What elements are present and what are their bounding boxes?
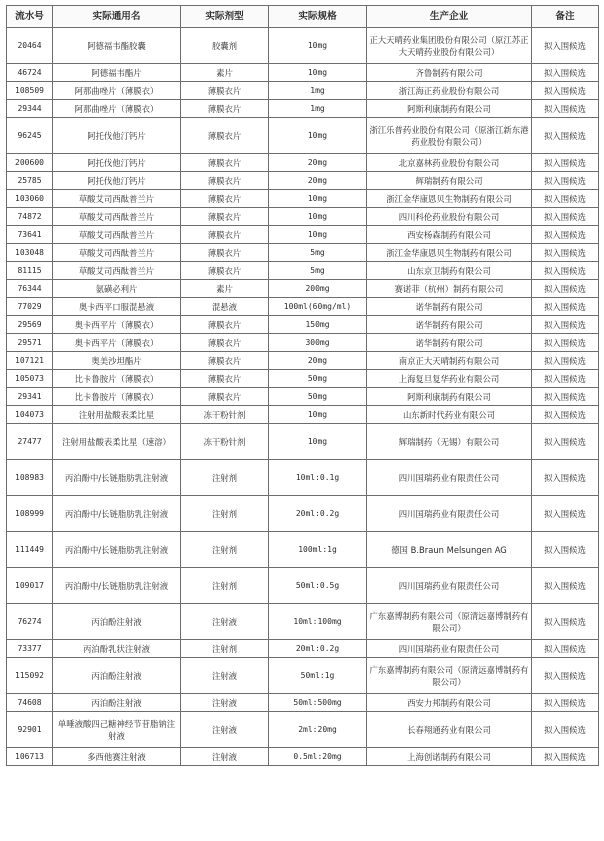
manufacturer-cell: 诺华制药有限公司 — [367, 298, 532, 316]
manufacturer-cell: 诺华制药有限公司 — [367, 316, 532, 334]
manufacturer-cell: 广东嘉博制药有限公司（原清远嘉博制药有限公司） — [367, 658, 532, 694]
manufacturer-cell: 浙江海正药业股份有限公司 — [367, 82, 532, 100]
serial-number-cell: 29571 — [7, 334, 53, 352]
generic-name-cell: 氨磺必利片 — [53, 280, 181, 298]
specification-cell: 2ml:20mg — [269, 712, 367, 748]
dosage-form-cell: 薄膜衣片 — [181, 154, 269, 172]
generic-name-cell: 多西他赛注射液 — [53, 748, 181, 766]
manufacturer-cell: 四川国瑞药业有限责任公司 — [367, 460, 532, 496]
header-manufacturer: 生产企业 — [367, 6, 532, 28]
serial-number-cell: 27477 — [7, 424, 53, 460]
table-row — [7, 694, 599, 712]
specification-cell: 50mg — [269, 388, 367, 406]
generic-name-cell: 阿德福韦酯胶囊 — [53, 28, 181, 64]
generic-name-cell: 阿托伐他汀钙片 — [53, 154, 181, 172]
dosage-form-cell: 注射液 — [181, 712, 269, 748]
remark-cell: 拟入围候选 — [532, 352, 599, 370]
dosage-form-cell: 注射液 — [181, 748, 269, 766]
specification-cell: 100ml(60mg/ml) — [269, 298, 367, 316]
dosage-form-cell: 薄膜衣片 — [181, 82, 269, 100]
remark-cell: 拟入围候选 — [532, 496, 599, 532]
serial-number-cell: 103048 — [7, 244, 53, 262]
table-row — [7, 226, 599, 244]
remark-cell: 拟入围候选 — [532, 28, 599, 64]
table-row — [7, 316, 599, 334]
dosage-form-cell: 薄膜衣片 — [181, 334, 269, 352]
table-row — [7, 154, 599, 172]
remark-cell: 拟入围候选 — [532, 658, 599, 694]
manufacturer-cell: 四川科伦药业股份有限公司 — [367, 208, 532, 226]
manufacturer-cell: 南京正大天晴制药有限公司 — [367, 352, 532, 370]
header-generic-name: 实际通用名 — [53, 6, 181, 28]
manufacturer-cell: 上海创诺制药有限公司 — [367, 748, 532, 766]
table-row — [7, 190, 599, 208]
serial-number-cell: 25785 — [7, 172, 53, 190]
serial-number-cell: 108509 — [7, 82, 53, 100]
manufacturer-cell: 广东嘉博制药有限公司（原清远嘉博制药有限公司） — [367, 604, 532, 640]
serial-number-cell: 77029 — [7, 298, 53, 316]
specification-cell: 1mg — [269, 82, 367, 100]
specification-cell: 20mg — [269, 352, 367, 370]
serial-number-cell: 108983 — [7, 460, 53, 496]
table-row — [7, 64, 599, 82]
generic-name-cell: 阿德福韦酯片 — [53, 64, 181, 82]
specification-cell: 200mg — [269, 280, 367, 298]
specification-cell: 10mg — [269, 406, 367, 424]
generic-name-cell: 阿那曲唑片（薄膜衣） — [53, 100, 181, 118]
remark-cell: 拟入围候选 — [532, 694, 599, 712]
table-row — [7, 244, 599, 262]
specification-cell: 20mg — [269, 172, 367, 190]
drug-list-table — [6, 5, 599, 766]
manufacturer-cell: 诺华制药有限公司 — [367, 334, 532, 352]
serial-number-cell: 74872 — [7, 208, 53, 226]
generic-name-cell: 单唾液酸四己糖神经节苷脂钠注射液 — [53, 712, 181, 748]
remark-cell: 拟入围候选 — [532, 640, 599, 658]
generic-name-cell: 丙泊酚注射液 — [53, 658, 181, 694]
manufacturer-cell: 辉瑞制药（无锡）有限公司 — [367, 424, 532, 460]
serial-number-cell: 96245 — [7, 118, 53, 154]
table-row — [7, 298, 599, 316]
specification-cell: 0.5ml:20mg — [269, 748, 367, 766]
table-row — [7, 28, 599, 64]
dosage-form-cell: 素片 — [181, 64, 269, 82]
serial-number-cell: 29341 — [7, 388, 53, 406]
remark-cell: 拟入围候选 — [532, 154, 599, 172]
remark-cell: 拟入围候选 — [532, 406, 599, 424]
specification-cell: 20ml:0.2g — [269, 640, 367, 658]
specification-cell: 10mg — [269, 208, 367, 226]
generic-name-cell: 丙泊酚注射液 — [53, 604, 181, 640]
table-body — [7, 28, 599, 766]
dosage-form-cell: 薄膜衣片 — [181, 244, 269, 262]
table-row — [7, 118, 599, 154]
table-row — [7, 406, 599, 424]
manufacturer-cell: 德国 B.Braun Melsungen AG — [367, 532, 532, 568]
table-row — [7, 334, 599, 352]
table-row — [7, 424, 599, 460]
remark-cell: 拟入围候选 — [532, 712, 599, 748]
manufacturer-cell: 齐鲁制药有限公司 — [367, 64, 532, 82]
specification-cell: 1mg — [269, 100, 367, 118]
manufacturer-cell: 阿斯利康制药有限公司 — [367, 100, 532, 118]
specification-cell: 5mg — [269, 262, 367, 280]
serial-number-cell: 104073 — [7, 406, 53, 424]
generic-name-cell: 丙泊酚中/长链脂肪乳注射液 — [53, 568, 181, 604]
remark-cell: 拟入围候选 — [532, 298, 599, 316]
specification-cell: 10mg — [269, 28, 367, 64]
remark-cell: 拟入围候选 — [532, 82, 599, 100]
table-header-row — [7, 6, 599, 28]
serial-number-cell: 20464 — [7, 28, 53, 64]
serial-number-cell: 106713 — [7, 748, 53, 766]
dosage-form-cell: 薄膜衣片 — [181, 118, 269, 154]
generic-name-cell: 草酸艾司西酞普兰片 — [53, 262, 181, 280]
table-row — [7, 262, 599, 280]
manufacturer-cell: 四川国瑞药业有限责任公司 — [367, 496, 532, 532]
dosage-form-cell: 注射剂 — [181, 640, 269, 658]
serial-number-cell: 76274 — [7, 604, 53, 640]
generic-name-cell: 丙泊酚注射液 — [53, 694, 181, 712]
remark-cell: 拟入围候选 — [532, 748, 599, 766]
generic-name-cell: 比卡鲁胺片（薄膜衣） — [53, 388, 181, 406]
specification-cell: 10mg — [269, 424, 367, 460]
specification-cell: 50ml:0.5g — [269, 568, 367, 604]
remark-cell: 拟入围候选 — [532, 190, 599, 208]
table-row — [7, 208, 599, 226]
remark-cell: 拟入围候选 — [532, 370, 599, 388]
generic-name-cell: 丙泊酚中/长链脂肪乳注射液 — [53, 532, 181, 568]
table-row — [7, 370, 599, 388]
remark-cell: 拟入围候选 — [532, 424, 599, 460]
table-row — [7, 640, 599, 658]
dosage-form-cell: 注射剂 — [181, 568, 269, 604]
table-row — [7, 496, 599, 532]
generic-name-cell: 奥卡西平片（薄膜衣） — [53, 316, 181, 334]
generic-name-cell: 丙泊酚中/长链脂肪乳注射液 — [53, 496, 181, 532]
manufacturer-cell: 上海复旦复华药业有限公司 — [367, 370, 532, 388]
generic-name-cell: 草酸艾司西酞普兰片 — [53, 208, 181, 226]
serial-number-cell: 74608 — [7, 694, 53, 712]
dosage-form-cell: 注射剂 — [181, 532, 269, 568]
specification-cell: 20ml:0.2g — [269, 496, 367, 532]
generic-name-cell: 草酸艾司西酞普兰片 — [53, 226, 181, 244]
generic-name-cell: 阿托伐他汀钙片 — [53, 118, 181, 154]
specification-cell: 10mg — [269, 118, 367, 154]
header-remark: 备注 — [532, 6, 599, 28]
dosage-form-cell: 胶囊剂 — [181, 28, 269, 64]
generic-name-cell: 奥美沙坦酯片 — [53, 352, 181, 370]
specification-cell: 50ml:1g — [269, 658, 367, 694]
specification-cell: 10ml:0.1g — [269, 460, 367, 496]
manufacturer-cell: 山东新时代药业有限公司 — [367, 406, 532, 424]
remark-cell: 拟入围候选 — [532, 226, 599, 244]
dosage-form-cell: 混悬液 — [181, 298, 269, 316]
serial-number-cell: 73641 — [7, 226, 53, 244]
manufacturer-cell: 阿斯利康制药有限公司 — [367, 388, 532, 406]
generic-name-cell: 阿托伐他汀钙片 — [53, 172, 181, 190]
specification-cell: 20mg — [269, 154, 367, 172]
header-specification: 实际规格 — [269, 6, 367, 28]
specification-cell: 10ml:100mg — [269, 604, 367, 640]
remark-cell: 拟入围候选 — [532, 532, 599, 568]
table-row — [7, 604, 599, 640]
dosage-form-cell: 薄膜衣片 — [181, 190, 269, 208]
serial-number-cell: 29569 — [7, 316, 53, 334]
specification-cell: 5mg — [269, 244, 367, 262]
remark-cell: 拟入围候选 — [532, 172, 599, 190]
generic-name-cell: 奥卡西平口服混悬液 — [53, 298, 181, 316]
dosage-form-cell: 注射剂 — [181, 460, 269, 496]
serial-number-cell: 76344 — [7, 280, 53, 298]
document-page — [6, 5, 598, 766]
dosage-form-cell: 薄膜衣片 — [181, 316, 269, 334]
specification-cell: 10mg — [269, 226, 367, 244]
dosage-form-cell: 冻干粉针剂 — [181, 424, 269, 460]
serial-number-cell: 46724 — [7, 64, 53, 82]
remark-cell: 拟入围候选 — [532, 388, 599, 406]
remark-cell: 拟入围候选 — [532, 262, 599, 280]
dosage-form-cell: 冻干粉针剂 — [181, 406, 269, 424]
specification-cell: 150mg — [269, 316, 367, 334]
serial-number-cell: 115092 — [7, 658, 53, 694]
dosage-form-cell: 素片 — [181, 280, 269, 298]
manufacturer-cell: 山东京卫制药有限公司 — [367, 262, 532, 280]
manufacturer-cell: 浙江金华康恩贝生物制药有限公司 — [367, 190, 532, 208]
serial-number-cell: 107121 — [7, 352, 53, 370]
serial-number-cell: 105073 — [7, 370, 53, 388]
dosage-form-cell: 注射液 — [181, 694, 269, 712]
dosage-form-cell: 注射剂 — [181, 496, 269, 532]
manufacturer-cell: 北京嘉林药业股份有限公司 — [367, 154, 532, 172]
dosage-form-cell: 薄膜衣片 — [181, 208, 269, 226]
serial-number-cell: 200600 — [7, 154, 53, 172]
dosage-form-cell: 薄膜衣片 — [181, 352, 269, 370]
manufacturer-cell: 四川国瑞药业有限责任公司 — [367, 640, 532, 658]
table-row — [7, 100, 599, 118]
generic-name-cell: 注射用盐酸表柔比星（速溶） — [53, 424, 181, 460]
dosage-form-cell: 薄膜衣片 — [181, 388, 269, 406]
generic-name-cell: 草酸艾司西酞普兰片 — [53, 190, 181, 208]
table-row — [7, 82, 599, 100]
header-dosage-form: 实际剂型 — [181, 6, 269, 28]
manufacturer-cell: 辉瑞制药有限公司 — [367, 172, 532, 190]
table-row — [7, 280, 599, 298]
serial-number-cell: 92901 — [7, 712, 53, 748]
generic-name-cell: 阿那曲唑片（薄膜衣） — [53, 82, 181, 100]
generic-name-cell: 注射用盐酸表柔比星 — [53, 406, 181, 424]
serial-number-cell: 108999 — [7, 496, 53, 532]
serial-number-cell: 111449 — [7, 532, 53, 568]
serial-number-cell: 29344 — [7, 100, 53, 118]
serial-number-cell: 81115 — [7, 262, 53, 280]
dosage-form-cell: 注射液 — [181, 604, 269, 640]
dosage-form-cell: 薄膜衣片 — [181, 370, 269, 388]
remark-cell: 拟入围候选 — [532, 118, 599, 154]
manufacturer-cell: 正大天晴药业集团股份有限公司（原江苏正大天晴药业股份有限公司） — [367, 28, 532, 64]
serial-number-cell: 109017 — [7, 568, 53, 604]
generic-name-cell: 奥卡西平片（薄膜衣） — [53, 334, 181, 352]
specification-cell: 300mg — [269, 334, 367, 352]
remark-cell: 拟入围候选 — [532, 100, 599, 118]
generic-name-cell: 比卡鲁胺片（薄膜衣） — [53, 370, 181, 388]
remark-cell: 拟入围候选 — [532, 334, 599, 352]
generic-name-cell: 草酸艾司西酞普兰片 — [53, 244, 181, 262]
remark-cell: 拟入围候选 — [532, 316, 599, 334]
generic-name-cell: 丙泊酚乳状注射液 — [53, 640, 181, 658]
generic-name-cell: 丙泊酚中/长链脂肪乳注射液 — [53, 460, 181, 496]
remark-cell: 拟入围候选 — [532, 568, 599, 604]
table-row — [7, 568, 599, 604]
remark-cell: 拟入围候选 — [532, 460, 599, 496]
manufacturer-cell: 四川国瑞药业有限责任公司 — [367, 568, 532, 604]
manufacturer-cell: 浙江金华康恩贝生物制药有限公司 — [367, 244, 532, 262]
specification-cell: 10mg — [269, 190, 367, 208]
remark-cell: 拟入围候选 — [532, 604, 599, 640]
header-serial-number: 流水号 — [7, 6, 53, 28]
specification-cell: 50mg — [269, 370, 367, 388]
manufacturer-cell: 长春翔通药业有限公司 — [367, 712, 532, 748]
table-row — [7, 712, 599, 748]
remark-cell: 拟入围候选 — [532, 244, 599, 262]
serial-number-cell: 73377 — [7, 640, 53, 658]
table-row — [7, 532, 599, 568]
dosage-form-cell: 注射液 — [181, 658, 269, 694]
specification-cell: 50ml:500mg — [269, 694, 367, 712]
serial-number-cell: 103060 — [7, 190, 53, 208]
specification-cell: 10mg — [269, 64, 367, 82]
table-row — [7, 172, 599, 190]
table-row — [7, 748, 599, 766]
manufacturer-cell: 赛诺菲（杭州）制药有限公司 — [367, 280, 532, 298]
table-row — [7, 352, 599, 370]
dosage-form-cell: 薄膜衣片 — [181, 172, 269, 190]
specification-cell: 100ml:1g — [269, 532, 367, 568]
manufacturer-cell: 西安杨森制药有限公司 — [367, 226, 532, 244]
table-row — [7, 658, 599, 694]
table-row — [7, 388, 599, 406]
dosage-form-cell: 薄膜衣片 — [181, 262, 269, 280]
dosage-form-cell: 薄膜衣片 — [181, 100, 269, 118]
table-row — [7, 460, 599, 496]
remark-cell: 拟入围候选 — [532, 280, 599, 298]
dosage-form-cell: 薄膜衣片 — [181, 226, 269, 244]
manufacturer-cell: 浙江乐普药业股份有限公司（原浙江新东港药业股份有限公司） — [367, 118, 532, 154]
remark-cell: 拟入围候选 — [532, 208, 599, 226]
remark-cell: 拟入围候选 — [532, 64, 599, 82]
manufacturer-cell: 西安力邦制药有限公司 — [367, 694, 532, 712]
